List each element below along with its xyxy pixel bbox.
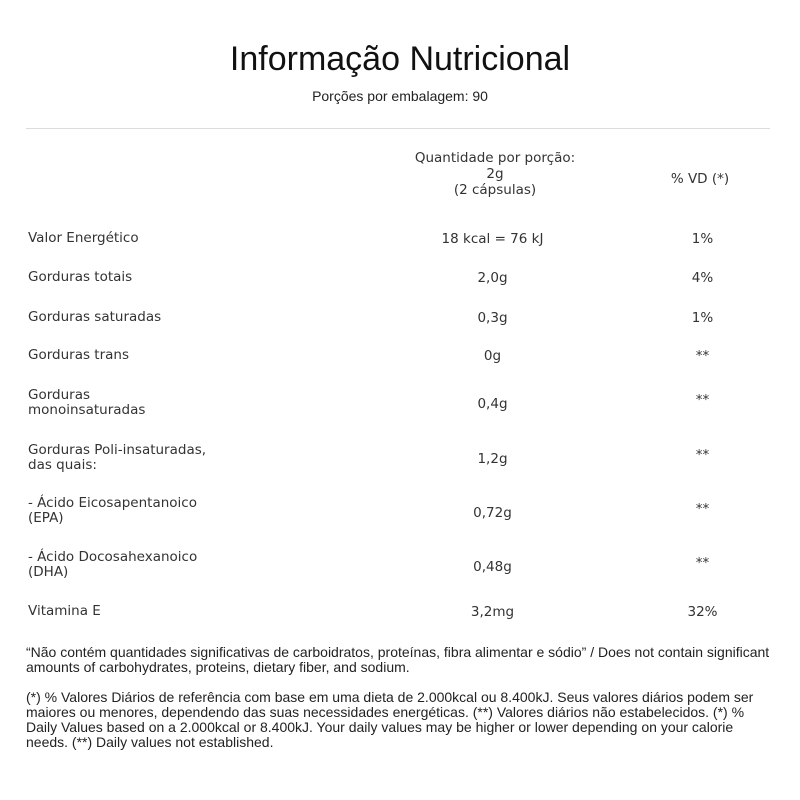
nutrient-name: Gorduras totais bbox=[28, 269, 133, 285]
header-divider bbox=[26, 128, 770, 129]
nutrient-quantity: 2,0g bbox=[477, 270, 508, 286]
page-title: Informação Nutricional bbox=[229, 40, 571, 78]
nutrient-name: Vitamina E bbox=[28, 603, 101, 619]
servings-per-package: Porções por embalagem: 90 bbox=[312, 88, 488, 104]
nutrient-quantity: 0,72g bbox=[473, 505, 512, 521]
nutrient-vd: 1% bbox=[691, 310, 714, 326]
nutrient-name: - Ácido Eicosapentanoico (EPA) bbox=[28, 495, 197, 526]
nutrient-quantity: 18 kcal = 76 kJ bbox=[441, 231, 544, 247]
nutrient-vd: ** bbox=[695, 501, 710, 517]
nutrient-quantity: 0g bbox=[483, 348, 502, 364]
quantity-header-label: Quantidade por porção: bbox=[414, 150, 576, 166]
nutrient-quantity: 0,4g bbox=[477, 396, 508, 412]
nutrient-vd: 1% bbox=[691, 231, 714, 247]
nutrient-vd: ** bbox=[695, 348, 710, 364]
nutrient-quantity: 0,3g bbox=[477, 310, 508, 326]
nutrient-name: Valor Energético bbox=[28, 230, 139, 246]
nutrient-vd: 32% bbox=[687, 604, 718, 620]
vd-column-header: % VD (*) bbox=[670, 171, 730, 187]
nutrient-name: Gorduras saturadas bbox=[28, 309, 162, 325]
nutrient-vd: ** bbox=[695, 447, 710, 463]
not-significant-footnote: “Não contém quantidades significativas de carboidratos, proteínas, fibra alimentar e sódio” / Does not contain significant amounts of carbohydrates, proteins, dietary fiber, and sodium. bbox=[26, 644, 770, 675]
quantity-header-capsules: (2 cápsulas) bbox=[453, 182, 537, 198]
nutrient-name: Gorduras monoinsaturadas bbox=[28, 387, 146, 418]
nutrient-name: Gorduras Poli-insaturadas, das quais: bbox=[28, 442, 207, 473]
nutrient-quantity: 3,2mg bbox=[470, 604, 515, 620]
nutrient-name: Gorduras trans bbox=[28, 347, 130, 363]
quantity-column-header bbox=[380, 150, 610, 198]
nutrient-quantity: 1,2g bbox=[477, 451, 508, 467]
daily-values-footnote: (*) % Valores Diários de referência com base em uma dieta de 2.000kcal ou 8.400kJ. Seus valores diários podem ser maiores ou menores, dependendo das suas necessidades energéticas. (**) Valores diários não estabelecidos. (*) % Daily Values based on a 2.000kcal or 8.400kJ. Your daily values may be higher or lower depending on your calorie needs. (**) Daily values not established. bbox=[26, 689, 754, 750]
nutrient-vd: 4% bbox=[691, 270, 714, 286]
nutrient-quantity: 0,48g bbox=[473, 559, 512, 575]
nutrient-vd: ** bbox=[695, 392, 710, 408]
quantity-header-serving: 2g bbox=[486, 166, 504, 182]
nutrient-vd: ** bbox=[695, 555, 710, 571]
nutrient-name: - Ácido Docosahexanoico (DHA) bbox=[28, 549, 198, 580]
